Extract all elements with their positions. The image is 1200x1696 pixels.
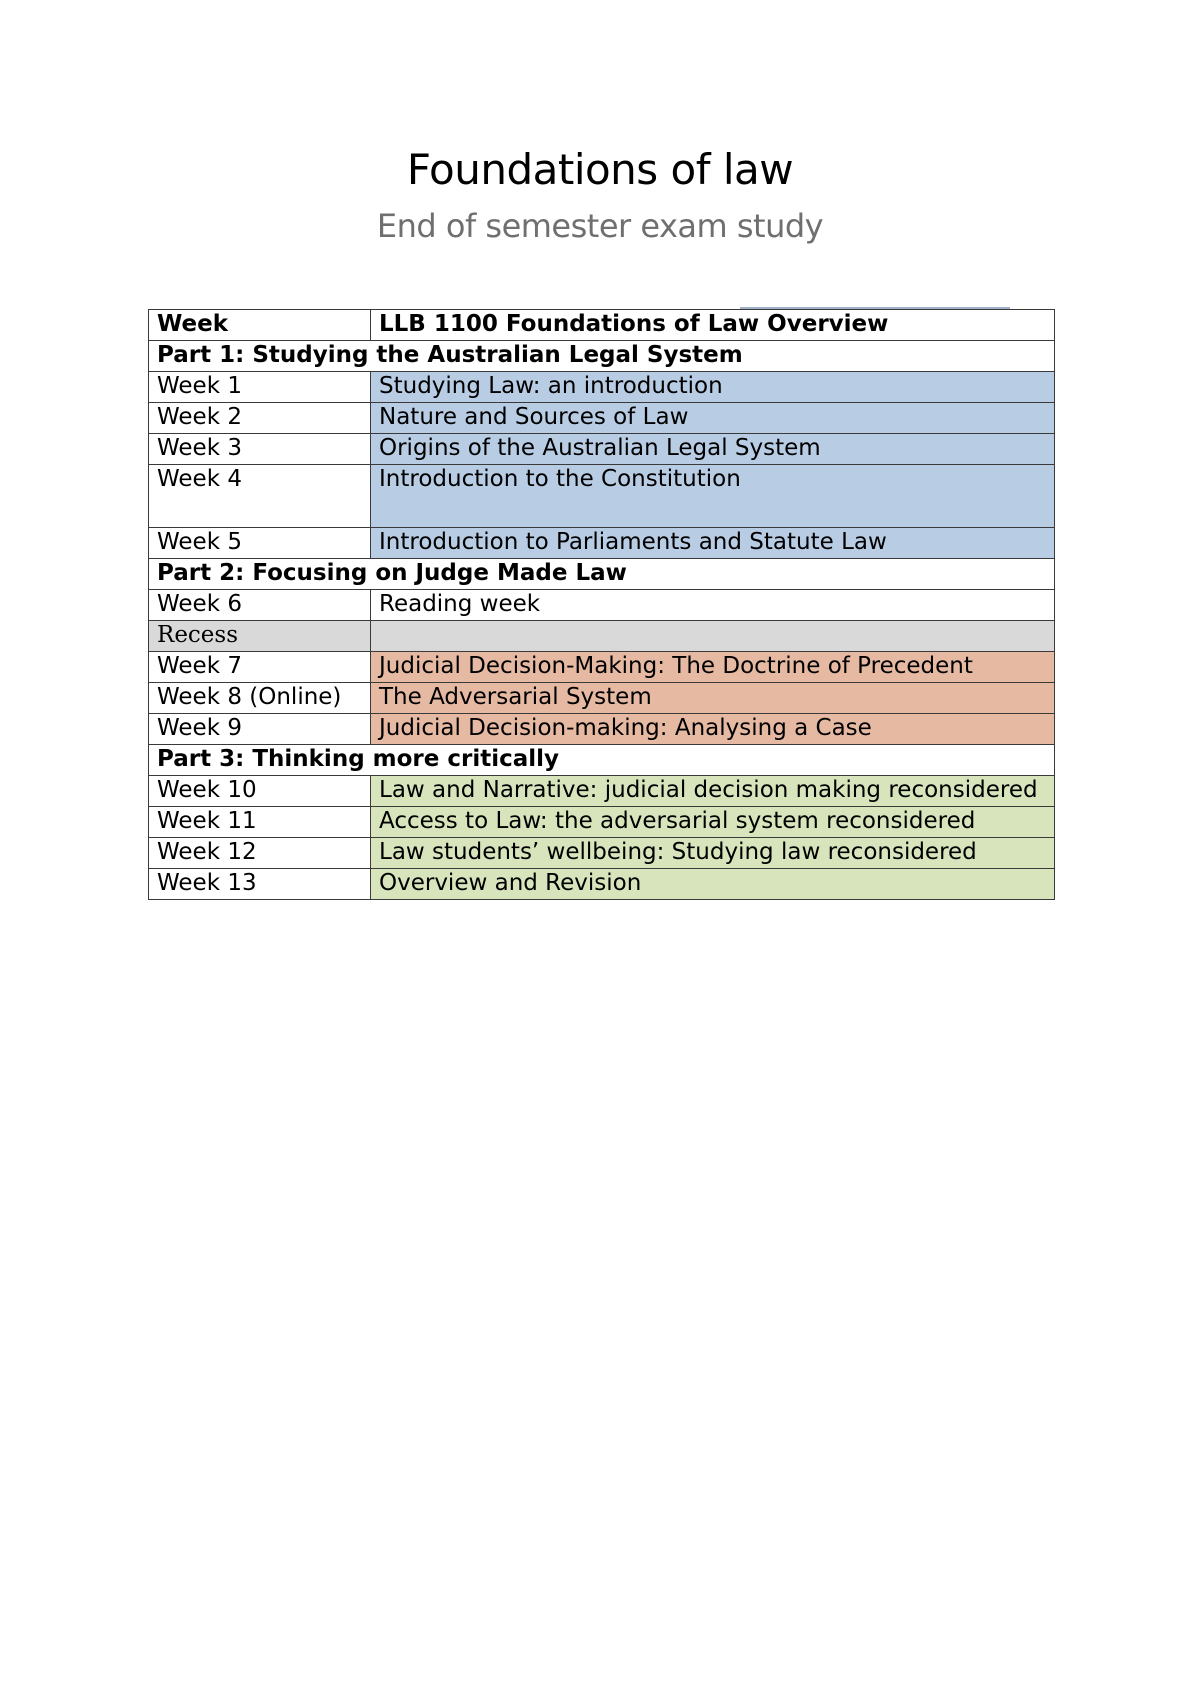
week-cell: Week 13 bbox=[149, 869, 371, 900]
week-cell: Week 10 bbox=[149, 776, 371, 807]
week-cell: Week 12 bbox=[149, 838, 371, 869]
part-row bbox=[149, 745, 1055, 776]
topic-cell: Nature and Sources of Law bbox=[371, 403, 1055, 434]
table-row bbox=[149, 838, 1055, 869]
topic-cell bbox=[371, 621, 1055, 652]
week-cell: Week 11 bbox=[149, 807, 371, 838]
document-subtitle: End of semester exam study bbox=[376, 207, 824, 245]
topic-cell: The Adversarial System bbox=[371, 683, 1055, 714]
table-row bbox=[149, 807, 1055, 838]
week-cell: Week 2 bbox=[149, 403, 371, 434]
table-row bbox=[149, 652, 1055, 683]
part-row bbox=[149, 341, 1055, 372]
week-cell: Week 8 (Online) bbox=[149, 683, 371, 714]
document-title: Foundations of law bbox=[406, 145, 794, 194]
table-header-row bbox=[149, 310, 1055, 341]
week-cell: Week 9 bbox=[149, 714, 371, 745]
week-cell: Week 4 bbox=[149, 465, 371, 528]
topic-cell: Judicial Decision-making: Analysing a Case bbox=[371, 714, 1055, 745]
table-row bbox=[149, 776, 1055, 807]
week-cell: Week 6 bbox=[149, 590, 371, 621]
table-row bbox=[149, 403, 1055, 434]
week-cell: Week 1 bbox=[149, 372, 371, 403]
header-week: Week bbox=[149, 310, 371, 341]
topic-cell: Studying Law: an introduction bbox=[371, 372, 1055, 403]
table-row bbox=[149, 590, 1055, 621]
topic-cell: Origins of the Australian Legal System bbox=[371, 434, 1055, 465]
topic-cell: Introduction to the Constitution bbox=[371, 465, 1055, 528]
header-overview: LLB 1100 Foundations of Law Overview bbox=[371, 310, 1055, 341]
week-cell: Recess bbox=[149, 621, 371, 652]
week-cell: Week 7 bbox=[149, 652, 371, 683]
table-row bbox=[149, 528, 1055, 559]
topic-cell: Law students’ wellbeing: Studying law reconsidered bbox=[371, 838, 1055, 869]
week-cell: Week 3 bbox=[149, 434, 371, 465]
topic-cell: Overview and Revision bbox=[371, 869, 1055, 900]
week-cell: Week 5 bbox=[149, 528, 371, 559]
topic-cell: Introduction to Parliaments and Statute Law bbox=[371, 528, 1055, 559]
part-row bbox=[149, 559, 1055, 590]
topic-cell: Law and Narrative: judicial decision making reconsidered bbox=[371, 776, 1055, 807]
table-row bbox=[149, 372, 1055, 403]
course-overview-table bbox=[148, 309, 1055, 900]
table-row bbox=[149, 621, 1055, 652]
part-heading: Part 2: Focusing on Judge Made Law bbox=[149, 559, 1055, 590]
table-row bbox=[149, 714, 1055, 745]
topic-cell: Reading week bbox=[371, 590, 1055, 621]
part-heading: Part 3: Thinking more critically bbox=[149, 745, 1055, 776]
topic-cell: Access to Law: the adversarial system reconsidered bbox=[371, 807, 1055, 838]
table-row bbox=[149, 465, 1055, 528]
table-row bbox=[149, 434, 1055, 465]
part-heading: Part 1: Studying the Australian Legal System bbox=[149, 341, 1055, 372]
table-row bbox=[149, 869, 1055, 900]
topic-cell: Judicial Decision-Making: The Doctrine of Precedent bbox=[371, 652, 1055, 683]
table-row bbox=[149, 683, 1055, 714]
